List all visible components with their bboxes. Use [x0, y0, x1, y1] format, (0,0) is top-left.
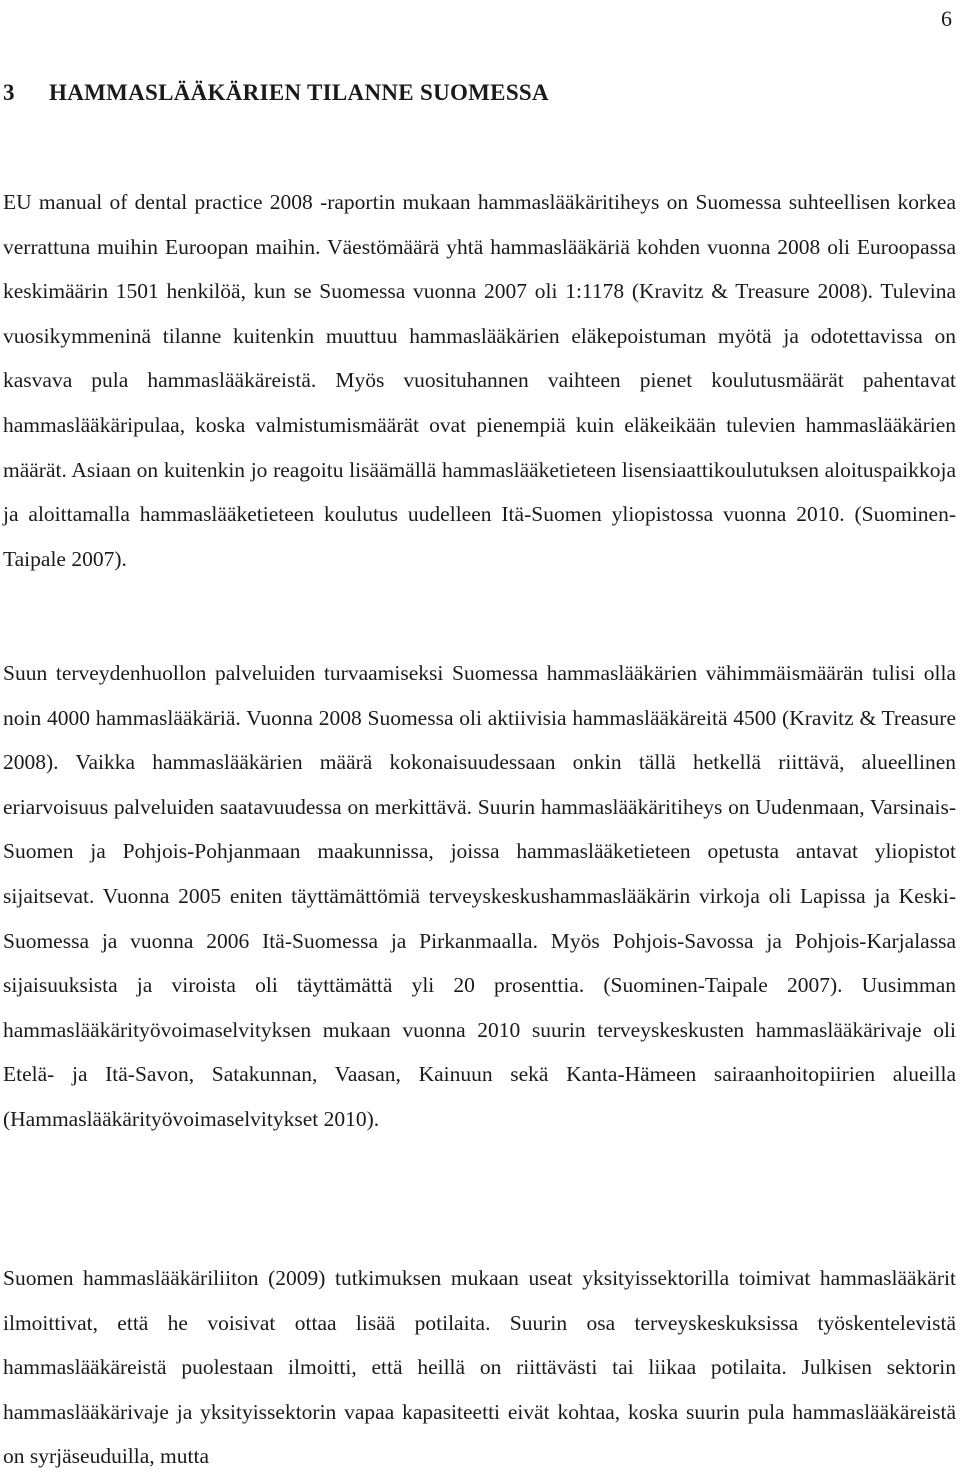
paragraph: Suomen hammaslääkäriliiton (2009) tutkimuksen mukaan useat yksityissektorilla toimivat hammaslääkärit ilmoittivat, että he voisivat ottaa lisää potilaita. Suurin osa terveyskeskuksissa työskentelevistä hammaslääkäreistä puolestaan ilmoitti, että heillä on riittävästi tai liikaa potilaita. Julkisen sektorin hammaslääkärivaje ja yksityissektorin vapaa kapasiteetti eivät kohtaa, koska suurin pula hammaslääkäreistä on syrjäseuduilla, mutta — [3, 1266, 956, 1469]
paragraph: Suun terveydenhuollon palveluiden turvaamiseksi Suomessa hammaslääkärien vähimmäismäärän tulisi olla noin 4000 hammaslääkäriä. Vuonna 2008 Suomessa oli aktiivisia hammaslääkäreitä 4500 (Kravitz & Treasure 2008). Vaikka hammaslääkärien määrä kokonaisuudessaan onkin tällä hetkellä riittävä, alueellinen eriarvoisuus palveluiden saatavuudessa on merkittävä. Suurin hammaslääkäritiheys on Uudenmaan, Varsinais-Suomen ja Pohjois-Pohjanmaan maakunnissa, joissa hammaslääketieteen opetusta antavat yliopistot sijaitsevat. Vuonna 2005 eniten täyttämättömiä terveyskeskushammaslääkärin virkoja oli Lapissa ja Keski-Suomessa ja vuonna 2006 Itä-Suomessa ja Pirkanmaalla. Myös Pohjois-Savossa ja Pohjois-Karjalassa sijaisuuksista ja viroista oli täyttämättä yli 20 prosenttia. (Suominen-Taipale 2007). Uusimman hammaslääkärityövoimaselvityksen mukaan vuonna 2010 suurin terveyskeskusten hammaslääkärivaje oli Etelä- ja Itä-Savon, Satakunnan, Vaasan, Kainuun sekä Kanta-Hämeen sairaanhoitopiirien alueilla (Hammaslääkärityövoimaselvitykset 2010). — [3, 661, 956, 1131]
section-number: 3 — [3, 80, 15, 105]
paragraph: EU manual of dental practice 2008 -raportin mukaan hammaslääkäritiheys on Suomessa suhteellisen korkea verrattuna muihin Euroopan maihin. Väestömäärä yhtä hammaslääkäriä kohden vuonna 2008 oli Euroopassa keskimäärin 1501 henkilöä, kun se Suomessa vuonna 2007 oli 1:1178 (Kravitz & Treasure 2008). Tulevina vuosikymmeninä tilanne kuitenkin muuttuu hammaslääkärien eläkepoistuman myötä ja odotettavissa on kasvava pula hammaslääkäreistä. Myös vuosituhannen vaihteen pienet koulutusmäärät pahentavat hammaslääkäripulaa, koska valmistumismäärät ovat pienempiä kuin eläkeikään tulevien hammaslääkärien määrät. Asiaan on kuitenkin jo reagoitu lisäämällä hammaslääketieteen lisensiaattikoulutuksen aloituspaikkoja ja aloittamalla hammaslääketieteen koulutus uudelleen Itä-Suomen yliopistossa vuonna 2010. (Suominen-Taipale 2007). — [3, 190, 956, 571]
page-number: 6 — [941, 6, 952, 31]
section-heading — [3, 78, 549, 108]
section-title: HAMMASLÄÄKÄRIEN TILANNE SUOMESSA — [49, 80, 549, 105]
